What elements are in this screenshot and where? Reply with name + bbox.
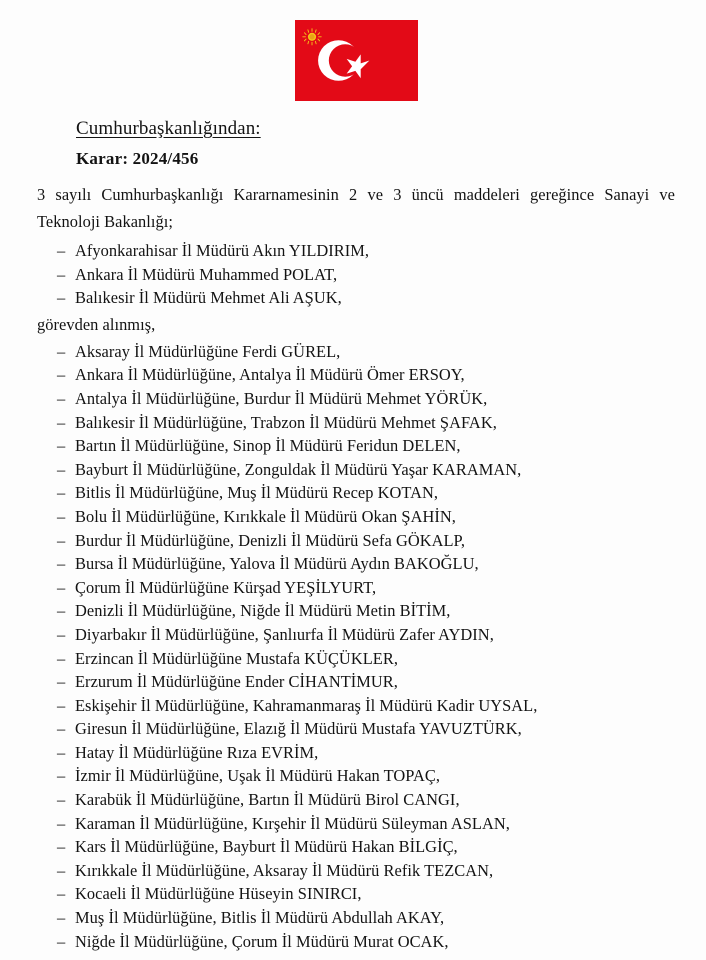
list-item [37,930,675,954]
list-item [37,552,675,576]
list-item [37,411,675,435]
turkish-flag-emblem [295,20,418,101]
list-item-label: Bitlis İl Müdürlüğüne, Muş İl Müdürü Recep KOTAN, [75,483,439,503]
list-item [37,694,675,718]
document-body [37,181,675,953]
list-item-label: Ankara İl Müdürlüğüne, Antalya İl Müdürü Ömer ERSOY, [75,365,465,385]
list-item-label: Kırıkkale İl Müdürlüğüne, Aksaray İl Müdürü Refik TEZCAN, [75,860,494,880]
list-dash-icon: – [57,931,66,951]
list-item-label: Erzincan İl Müdürlüğüne Mustafa KÜÇÜKLER, [75,648,398,668]
list-item-label: Giresun İl Müdürlüğüne, Elazığ İl Müdürü Mustafa YAVUZTÜRK, [75,719,522,739]
list-item-label: Aksaray İl Müdürlüğüne Ferdi GÜREL, [75,341,341,361]
list-item [37,458,675,482]
list-dash-icon: – [57,742,66,762]
list-item [37,812,675,836]
list-item-label: Ankara İl Müdürü Muhammed POLAT, [75,264,338,284]
list-item [37,599,675,623]
list-item [37,576,675,600]
dismissal-list [37,239,675,310]
list-item [37,717,675,741]
list-item [37,906,675,930]
list-item-label: Balıkesir İl Müdürlüğüne, Trabzon İl Müdürü Mehmet ŞAFAK, [75,412,497,432]
document-header [76,116,676,170]
list-item [37,481,675,505]
list-item [37,835,675,859]
list-item-label: Bartın İl Müdürlüğüne, Sinop İl Müdürü Feridun DELEN, [75,436,461,456]
list-item-label: Bayburt İl Müdürlüğüne, Zonguldak İl Müdürü Yaşar KARAMAN, [75,459,522,479]
list-dash-icon: – [57,813,66,833]
list-dash-icon: – [57,483,66,503]
list-item-label: Afyonkarahisar İl Müdürü Akın YILDIRIM, [75,241,370,260]
list-item [37,529,675,553]
list-dash-icon: – [57,790,66,810]
list-dash-icon: – [57,506,66,526]
list-item-label: Hatay İl Müdürlüğüne Rıza EVRİM, [75,742,319,762]
list-item [37,434,675,458]
list-dash-icon: – [57,288,66,308]
list-item-label: Karabük İl Müdürlüğüne, Bartın İl Müdürü Birol CANGI, [75,790,460,810]
list-dash-icon: – [57,341,66,361]
list-item-label: Eskişehir İl Müdürlüğüne, Kahramanmaraş İl Müdürü Kadir UYSAL, [75,695,538,715]
dismissal-closing: görevden alınmış, [37,314,156,334]
list-dash-icon: – [57,577,66,597]
list-item-label: Kocaeli İl Müdürlüğüne Hüseyin SINIRCI, [75,884,362,904]
list-item-label: Balıkesir İl Müdürü Mehmet Ali AŞUK, [75,288,342,308]
list-dash-icon: – [57,719,66,739]
list-item [37,670,675,694]
list-dash-icon: – [57,601,66,621]
list-dash-icon: – [57,648,66,668]
list-item-label: Erzurum İl Müdürlüğüne Ender CİHANTİMUR, [75,672,398,692]
list-dash-icon: – [57,695,66,715]
list-dash-icon: – [57,436,66,456]
list-dash-icon: – [57,624,66,644]
list-item [37,647,675,671]
turkish-flag-icon [295,20,418,101]
list-item-label: Burdur İl Müdürlüğüne, Denizli İl Müdürü Sefa GÖKALP, [75,530,466,550]
list-dash-icon: – [57,530,66,550]
list-dash-icon: – [57,264,66,284]
list-item-label: Bolu İl Müdürlüğüne, Kırıkkale İl Müdürü Okan ŞAHİN, [75,506,456,526]
list-item [37,741,675,765]
list-item-label: Antalya İl Müdürlüğüne, Burdur İl Müdürü Mehmet YÖRÜK, [75,388,488,408]
list-item-label: Çorum İl Müdürlüğüne Kürşad YEŞİLYURT, [75,577,377,597]
list-item [37,788,675,812]
issuing-authority: Cumhurbaşkanlığından: [76,118,261,139]
list-item-label: İzmir İl Müdürlüğüne, Uşak İl Müdürü Hakan TOPAÇ, [75,766,440,786]
list-item [37,286,675,310]
list-dash-icon: – [57,837,66,857]
list-item [37,623,675,647]
list-item-label: Denizli İl Müdürlüğüne, Niğde İl Müdürü Metin BİTİM, [75,601,451,621]
list-dash-icon: – [57,908,66,928]
list-dash-icon: – [57,766,66,786]
list-item [37,239,675,263]
list-item-label: Kars İl Müdürlüğüne, Bayburt İl Müdürü Hakan BİLGİÇ, [75,837,458,857]
list-item [37,263,675,287]
list-item [37,387,675,411]
list-dash-icon: – [57,884,66,904]
list-dash-icon: – [57,365,66,385]
list-dash-icon: – [57,672,66,692]
list-item [37,764,675,788]
appointment-list [37,340,675,953]
list-item-label: Muş İl Müdürlüğüne, Bitlis İl Müdürü Abdullah AKAY, [75,908,445,928]
list-item-label: Karaman İl Müdürlüğüne, Kırşehir İl Müdürü Süleyman ASLAN, [75,813,510,833]
list-dash-icon: – [57,554,66,574]
list-item [37,340,675,364]
list-item-label: Bursa İl Müdürlüğüne, Yalova İl Müdürü Aydın BAKOĞLU, [75,554,479,574]
list-dash-icon: – [57,860,66,880]
intro-paragraph: 3 sayılı Cumhurbaşkanlığı Kararnamesinin 2 ve 3 üncü maddeleri gereğince Sanayi ve Teknoloji Bakanlığı; [37,185,675,231]
list-dash-icon: – [57,459,66,479]
decision-number: Karar: 2024/456 [76,149,199,168]
list-item-label: Niğde İl Müdürlüğüne, Çorum İl Müdürü Murat OCAK, [75,931,449,951]
list-dash-icon: – [57,241,66,260]
list-dash-icon: – [57,412,66,432]
list-item [37,859,675,883]
list-item [37,363,675,387]
list-item [37,505,675,529]
list-item-label: Diyarbakır İl Müdürlüğüne, Şanlıurfa İl Müdürü Zafer AYDIN, [75,624,494,644]
list-dash-icon: – [57,388,66,408]
list-item [37,882,675,906]
